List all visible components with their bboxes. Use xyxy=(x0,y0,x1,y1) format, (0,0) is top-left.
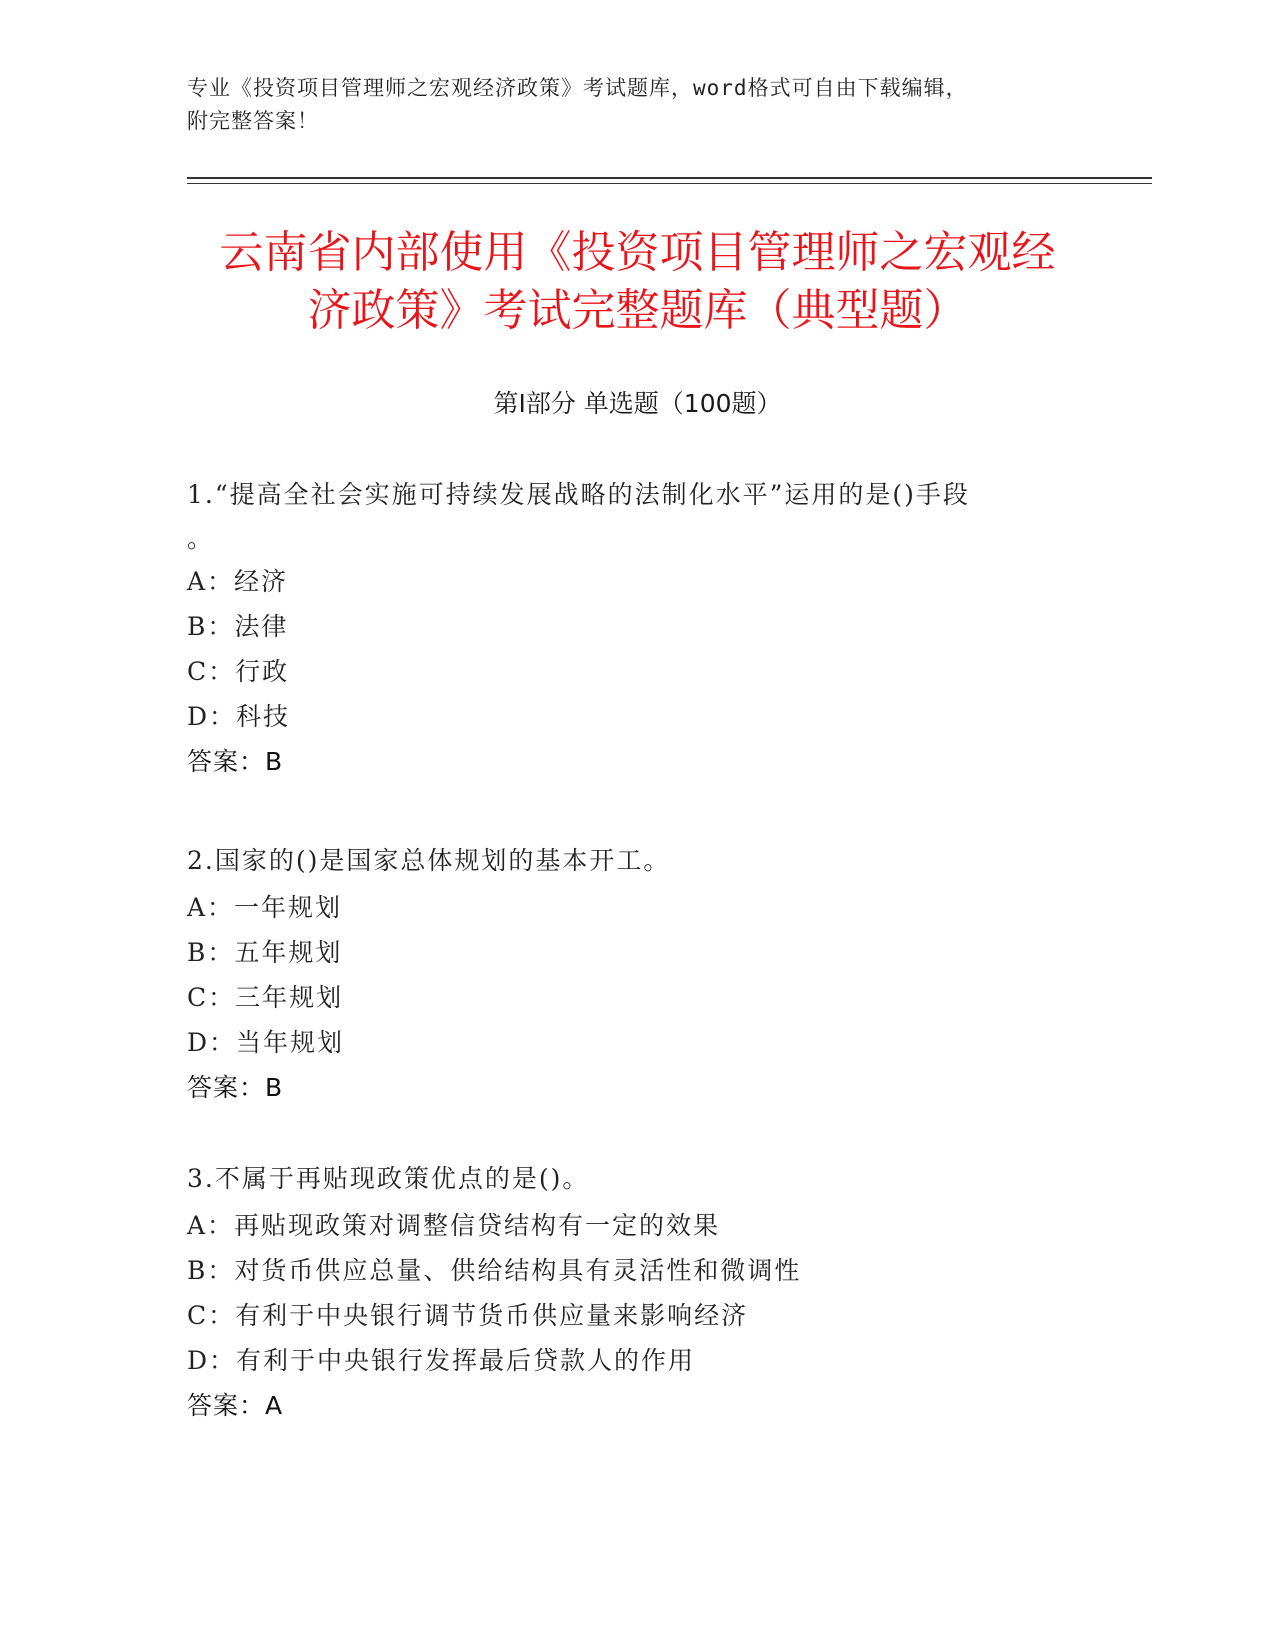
header-note-line-2: 附完整答案！ xyxy=(187,109,319,133)
answer: 答案：B xyxy=(187,747,284,776)
question-block xyxy=(187,837,1087,1110)
option-b: B：法律 xyxy=(187,612,289,641)
option-d: D：当年规划 xyxy=(187,1028,345,1057)
answer: 答案：A xyxy=(187,1391,284,1420)
question-block xyxy=(187,471,1087,784)
question-stem: 1.“提高全社会实施可持续发展战略的法制化水平”运用的是()手段 xyxy=(187,480,970,509)
option-d: D：科技 xyxy=(187,702,291,731)
document-title xyxy=(150,224,1125,340)
option-a: A：经济 xyxy=(187,567,289,596)
option-c: C：有利于中央银行调节货币供应量来影响经济 xyxy=(187,1301,749,1330)
question-stem-continuation: 。 xyxy=(187,524,215,553)
title-line-1: 云南省内部使用《投资项目管理师之宏观经 xyxy=(219,227,1056,278)
question-stem: 3.不属于再贴现政策优点的是()。 xyxy=(187,1164,590,1193)
option-a: A：再贴现政策对调整信贷结构有一定的效果 xyxy=(187,1211,721,1240)
header-note-line-1: 专业《投资项目管理师之宏观经济政策》考试题库，word格式可自由下载编辑， xyxy=(187,76,968,100)
question-block xyxy=(187,1155,1087,1428)
question-stem: 2.国家的()是国家总体规划的基本开工。 xyxy=(187,846,671,875)
option-c: C：三年规划 xyxy=(187,983,344,1012)
option-a: A：一年规划 xyxy=(187,893,343,922)
section-heading: 第Ⅰ部分 单选题（100题） xyxy=(493,389,782,418)
option-b: B：对货币供应总量、供给结构具有灵活性和微调性 xyxy=(187,1256,802,1285)
answer: 答案：B xyxy=(187,1073,284,1102)
title-line-2: 济政策》考试完整题库（典型题） xyxy=(307,285,968,336)
header-divider-thick xyxy=(187,177,1152,179)
document-header-note xyxy=(187,72,1067,138)
option-b: B：五年规划 xyxy=(187,938,343,967)
option-c: C：行政 xyxy=(187,657,290,686)
option-d: D：有利于中央银行发挥最后贷款人的作用 xyxy=(187,1346,696,1375)
header-divider-thin xyxy=(187,183,1152,184)
